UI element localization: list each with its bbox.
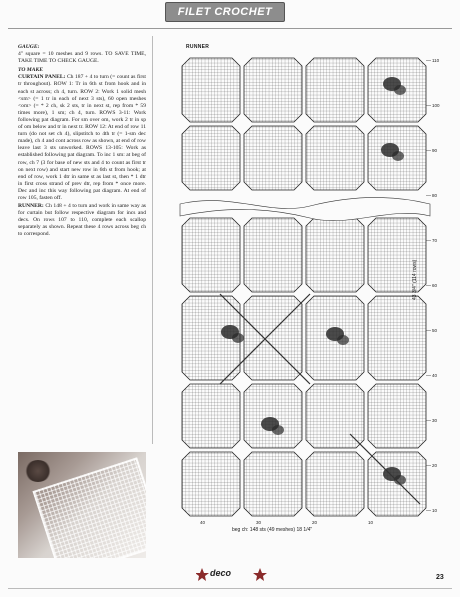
curtain-paragraph: [18, 67, 146, 202]
logo-text: deco: [210, 568, 232, 578]
chart-motif: [392, 151, 404, 161]
chart-width-label: beg ch: 148 sts (49 meshes) 18 1/4": [232, 527, 313, 533]
chart-grid-svg: [160, 34, 450, 554]
instructions-column: [18, 42, 146, 446]
chart-row-number: 20: [432, 463, 438, 468]
top-rule: [8, 28, 452, 29]
chart-col-number: 30: [256, 520, 262, 525]
chart-block: [306, 58, 364, 122]
gauge-heading: GAUGE:: [18, 44, 40, 50]
chart-block: [368, 384, 426, 448]
chart-block: [306, 126, 364, 190]
to-make-heading: TO MAKE: [18, 67, 43, 74]
chart-row-number: 30: [432, 418, 438, 423]
chart-row-number: 80: [432, 193, 438, 198]
page-number: 23: [436, 574, 444, 581]
curtain-text: Ch 187 + 4 to turn (= count as first tr throughout). ROW 1: Tr in 6th st from hook and in each st across; ch 4, turn. ROW 2: Work 1 solid mesh <sm> (= 1 tr in each of next 3 sts), 60 open meshes <om> (= * 2 ch, sk 2 sts, tr in next st, rep from * 59 times more), 1 sm; ch 4, turn. ROWS 3-11: Work following pat diagram. For sm over om, work 2 tr in sp of om below and tr in next tr. ROW 12: At end of row 11 turn (do not set ch 4), slipstitch to 4th tr (= 1-sm dec made), ch 4 and cont across row as shown, at end of row leave last 3 sts unworked. ROWS 13-105: Work as established following pat diagram. To inc 1 sm: at beg of row, ch 7 (3 for base of new sts and 4 to count as first tr on next row) and start new row in 6th st from hook; at end of row, work 1 dtr in same st as last st, then * 1 dtr in first cross strand of prev dtr, rep from * once more. Dec and inc this way following pat diagram. At end of row 105, fasten off.: [18, 74, 146, 201]
publisher-logo: [196, 566, 268, 582]
chart-row-number: 90: [432, 148, 438, 153]
chart-break-band: [180, 197, 430, 220]
chart-row-number: 100: [432, 103, 440, 108]
gauge-text: 4" square = 10 meshes and 9 rows. TO SAVE TIME, TAKE TIME TO CHECK GAUGE.: [18, 51, 146, 65]
chart-motif: [337, 335, 349, 345]
chart-block: [244, 218, 302, 292]
chart-block: [244, 384, 302, 448]
chart-block: [182, 58, 240, 122]
chart-block: [244, 452, 302, 516]
gauge-paragraph: [18, 44, 146, 65]
chart-motif: [232, 333, 244, 343]
chart-col-number: 40: [200, 520, 206, 525]
lace-photo: [18, 452, 146, 558]
chart-block: [244, 126, 302, 190]
chart-block: [182, 452, 240, 516]
logo-stars-icon: [196, 566, 268, 582]
photo-flower: [24, 460, 52, 482]
chart-title: RUNNER: [186, 44, 210, 50]
bottom-rule: [8, 588, 452, 589]
chart-motif: [394, 85, 406, 95]
chart-motif: [272, 425, 284, 435]
chart-row-number: 70: [432, 238, 438, 243]
chart-col-number: 20: [312, 520, 318, 525]
chart-row-number: 110: [432, 58, 440, 63]
filet-chart: [160, 34, 450, 554]
curtain-heading: CURTAIN PANEL:: [18, 74, 66, 81]
column-divider: [152, 36, 153, 444]
chart-row-number: 50: [432, 328, 438, 333]
chart-height-label: 43 3/4" (114 rows): [412, 259, 418, 300]
runner-heading: RUNNER:: [18, 203, 44, 210]
chart-row-number: 60: [432, 283, 438, 288]
chart-block: [182, 218, 240, 292]
chart-row-number: 10: [432, 508, 438, 513]
section-title: FILET CROCHET: [177, 6, 273, 18]
chart-block: [306, 218, 364, 292]
chart-block: [182, 384, 240, 448]
chart-block: [306, 452, 364, 516]
section-banner: [165, 2, 285, 22]
chart-block: [368, 296, 426, 380]
chart-block: [306, 384, 364, 448]
chart-row-number: 40: [432, 373, 438, 378]
chart-col-number: 10: [368, 520, 374, 525]
chart-block: [182, 126, 240, 190]
runner-paragraph: [18, 203, 146, 238]
chart-block: [244, 58, 302, 122]
runner-text: Ch 148 + 4 to turn and work in same way as for curtain but follow respective diagram for incs and decs. On rows 107 to 110, complete each scallop separately as shown. Repeat these 4 rows across beg ch to correspond.: [18, 203, 146, 238]
